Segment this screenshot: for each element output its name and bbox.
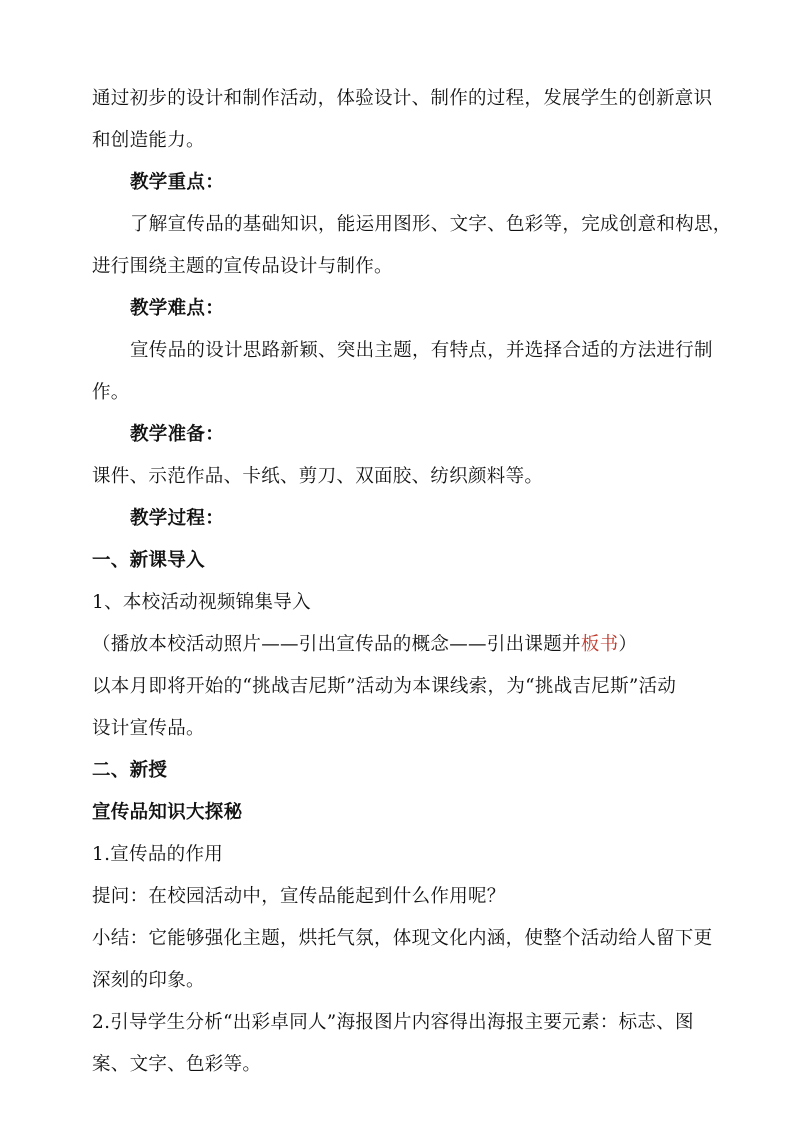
subsection-heading: 宣传品知识大探秘 [92,802,243,823]
point-1: 1.宣传品的作用 [92,844,224,865]
item-1: 1、本校活动视频锦集导入 [92,592,311,613]
point-2-line-1: 2.引导学生分析“出彩卓同人”海报图片内容得出海报主要元素：标志、图 [92,1012,694,1033]
difficulties-line-2: 作。 [92,382,130,403]
point-2-line-2: 案、文字、色彩等。 [92,1054,262,1075]
key-points-line-1: 了解宣传品的基础知识，能运用图形、文字、色彩等，完成创意和构思， [130,214,732,235]
section-2-heading: 二、新授 [92,760,168,781]
summary-line-2: 深刻的印象。 [92,970,205,991]
note-end: ） [618,634,638,655]
note-main: （播放本校活动照片——引出宣传品的概念——引出课题并 [92,634,581,655]
difficulties-line-1: 宣传品的设计思路新颖、突出主题，有特点，并选择合适的方法进行制 [130,340,713,361]
difficulties-heading: 教学难点： [130,298,225,319]
section-1-heading: 一、新课导入 [92,550,205,571]
preparation-heading: 教学准备： [130,424,225,445]
key-points-heading: 教学重点： [130,172,225,193]
note-red-text: 板书 [580,634,619,655]
document-page [92,78,732,1086]
note-line [92,624,712,666]
summary-line-1: 小结：它能够强化主题，烘托气氛，体现文化内涵，使整个活动给人留下更 [92,928,713,949]
context-line-2: 设计宣传品。 [92,718,205,739]
goal-text-line-1: 通过初步的设计和制作活动，体验设计、制作的过程，发展学生的创新意识 [92,88,713,109]
context-line-1: 以本月即将开始的“挑战吉尼斯”活动为本课线索，为“挑战吉尼斯”活动 [92,676,677,697]
process-heading: 教学过程： [130,508,225,529]
question-line: 提问：在校园活动中，宣传品能起到什么作用呢？ [92,886,506,907]
key-points-line-2: 进行围绕主题的宣传品设计与制作。 [92,256,393,277]
preparation-line-1: 课件、示范作品、卡纸、剪刀、双面胶、纺织颜料等。 [92,466,544,487]
goal-text-line-2: 和创造能力。 [92,130,205,151]
